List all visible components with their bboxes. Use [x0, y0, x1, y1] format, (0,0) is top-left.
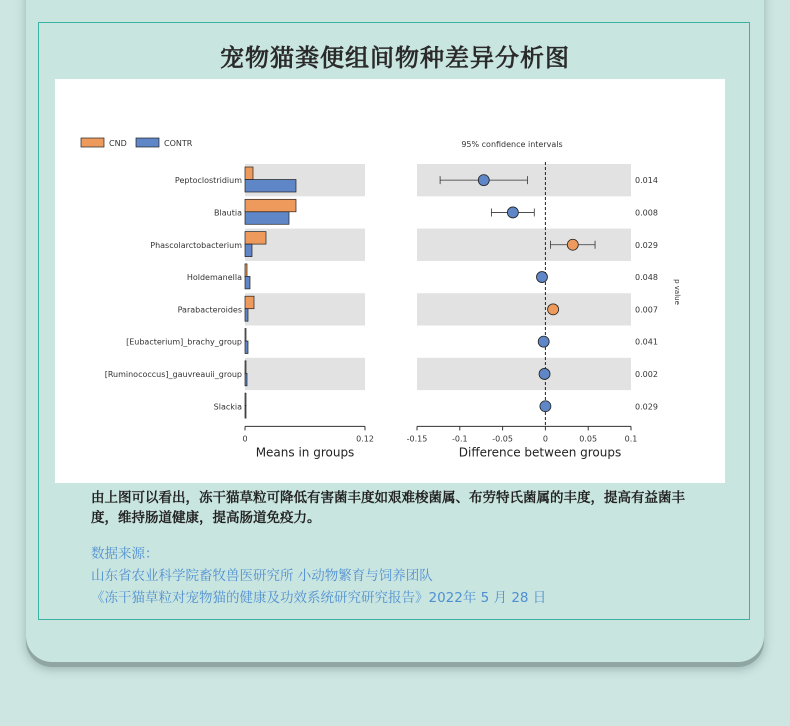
ci-title: 95% confidence intervals — [461, 140, 563, 149]
tick-label-right: 0.05 — [579, 434, 598, 444]
ci-point-contr — [539, 368, 550, 379]
bar-cnd — [245, 167, 253, 180]
p-value-label: 0.029 — [635, 240, 658, 250]
bar-contr — [245, 309, 248, 322]
tick-label-right: 0.1 — [624, 434, 638, 444]
bar-cnd — [245, 361, 246, 374]
legend-label-cnd: CND — [109, 139, 127, 148]
source-report: 《冻干猫草粒对宠物猫的健康及功效系统研究研究报告》2022年 5 月 28 日 — [91, 590, 547, 606]
tick-label-left: 0 — [242, 434, 248, 444]
ci-point-cnd — [567, 239, 578, 250]
ci-point-contr — [478, 175, 489, 186]
row-band — [245, 293, 365, 325]
bar-contr — [245, 373, 247, 386]
y-axis-title-right: p value — [673, 279, 681, 305]
ci-point-contr — [536, 272, 547, 283]
data-source — [91, 543, 731, 609]
p-value-label: 0.002 — [635, 369, 658, 379]
source-organization: 山东省农业科学院畜牧兽医研究所 小动物繁育与饲养团队 — [91, 568, 433, 584]
category-label: [Ruminococcus]_gauvreauii_group — [104, 369, 242, 379]
ci-point-cnd — [548, 304, 559, 315]
row-band — [417, 229, 631, 261]
bar-cnd — [245, 393, 246, 406]
x-axis-title-left: Means in groups — [255, 445, 355, 460]
bar-cnd — [245, 232, 266, 245]
p-value-label: 0.041 — [635, 337, 658, 347]
tick-label-left: 0.12 — [356, 434, 374, 444]
category-label: Phascolarctobacterium — [150, 240, 242, 250]
x-axis-title-right: Difference between groups — [458, 445, 622, 460]
difference-chart — [55, 79, 725, 483]
legend-swatch-cnd — [81, 138, 104, 147]
legend-swatch-contr — [136, 138, 159, 147]
bar-contr — [245, 180, 296, 193]
source-label: 数据来源： — [91, 546, 159, 562]
p-value-label: 0.014 — [635, 176, 658, 186]
tick-label-right: -0.05 — [492, 434, 513, 444]
ci-point-contr — [540, 401, 551, 412]
category-label: Peptoclostridium — [174, 176, 242, 186]
bar-cnd — [245, 264, 247, 277]
ci-point-contr — [507, 207, 518, 218]
chart-description: 由上图可以看出，冻干猫草粒可降低有害菌丰度如艰难梭菌属、布劳特氏菌属的丰度，提高有益菌丰度，维持肠道健康，提高肠道免疫力。 — [91, 490, 685, 526]
bar-contr — [245, 341, 248, 354]
ci-point-contr — [538, 336, 549, 347]
p-value-label: 0.048 — [635, 273, 658, 283]
chart-panel — [55, 79, 725, 483]
bar-contr — [245, 406, 246, 419]
legend-label-contr: CONTR — [164, 139, 193, 148]
bar-cnd — [245, 296, 254, 309]
p-value-label: 0.007 — [635, 305, 658, 315]
bar-cnd — [245, 329, 246, 342]
category-label: Parabacteroides — [177, 305, 242, 315]
page-title: 宠物猫粪便组间物种差异分析图 — [220, 44, 570, 72]
bar-contr — [245, 244, 252, 257]
tick-label-right: -0.15 — [406, 434, 428, 444]
p-value-label: 0.008 — [635, 208, 658, 218]
tick-label-right: 0 — [542, 434, 548, 444]
p-value-label: 0.029 — [635, 402, 658, 412]
category-label: Blautia — [214, 208, 242, 218]
bar-contr — [245, 212, 289, 225]
bar-cnd — [245, 199, 296, 212]
row-band — [245, 358, 365, 390]
category-label: [Eubacterium]_brachy_group — [126, 337, 242, 347]
bar-contr — [245, 276, 250, 289]
category-label: Holdemanella — [186, 273, 242, 283]
tick-label-right: -0.1 — [451, 434, 468, 444]
category-label: Slackia — [213, 402, 242, 412]
row-band — [417, 358, 631, 390]
row-band — [417, 293, 631, 325]
